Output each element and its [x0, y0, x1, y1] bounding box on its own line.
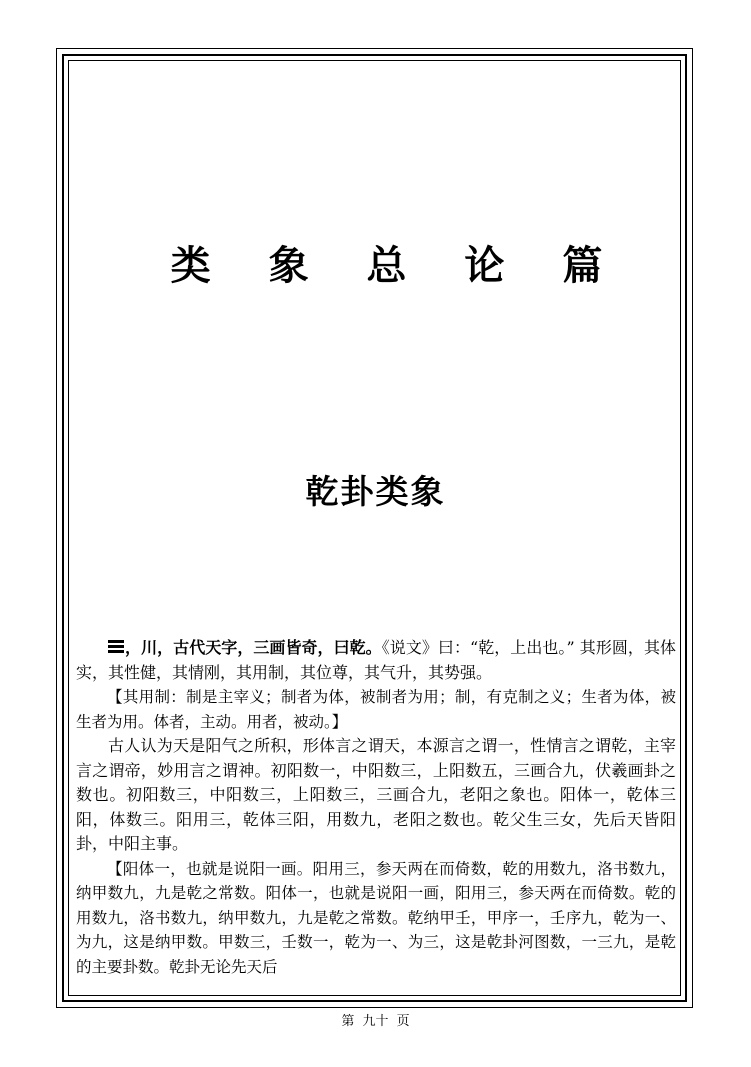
- paragraph-note-numbers: 【阳体一，也就是说阳一画。阳用三，参天两在而倚数，乾的用数九，洛书数九，纳甲数九，九是乾之常数。阳体一，也就是说阳一画，阳用三，参天两在而倚数。乾的用数九，洛书数九，纳甲数九，九是乾之常数。乾纳甲壬，甲序一，壬序九，乾为一、为九，这是纳甲数。甲数三，壬数一，乾为一、为三，这是乾卦河图数，一三九，是乾的主要卦数。乾卦无论先天后: [76, 859, 676, 976]
- body-text: [76, 636, 676, 979]
- qian-trigram-icon: [108, 640, 124, 654]
- paragraph-intro: [76, 636, 676, 685]
- main-title: 类 象 总 论 篇: [170, 243, 625, 289]
- paragraph-lead: ，川，古代天字，三画皆奇，曰乾。: [125, 638, 382, 657]
- paragraph-note-usage: 【其用制：制是主宰义；制者为体，被制者为用；制，有克制之义；生者为体，被生者为用。体者，主动。用者，被动。】: [76, 688, 676, 731]
- paragraph-heaven: 古人认为天是阳气之所积，形体言之谓天，本源言之谓一，性情言之谓乾，主宰言之谓帝，妙用言之谓神。初阳数一，中阳数三，上阳数五，三画合九，伏羲画卦之数也。初阳数三，中阳数三，上阳数三，三画合九，老阳之象也。阳体一，乾体三阳，体数三。阳用三，乾体三阳，用数九，老阳之数也。乾父生三女，先后天皆阳卦，中阳主事。: [76, 736, 676, 853]
- page-number: 第 九十 页: [341, 1014, 410, 1029]
- section-title: 乾卦类象: [305, 472, 446, 511]
- paragraph-text: 《说文》曰：“乾，上出也。” 其形圆，其体实，其性健，其情刚，其用制，其位尊，其气升，其势强。: [76, 638, 676, 682]
